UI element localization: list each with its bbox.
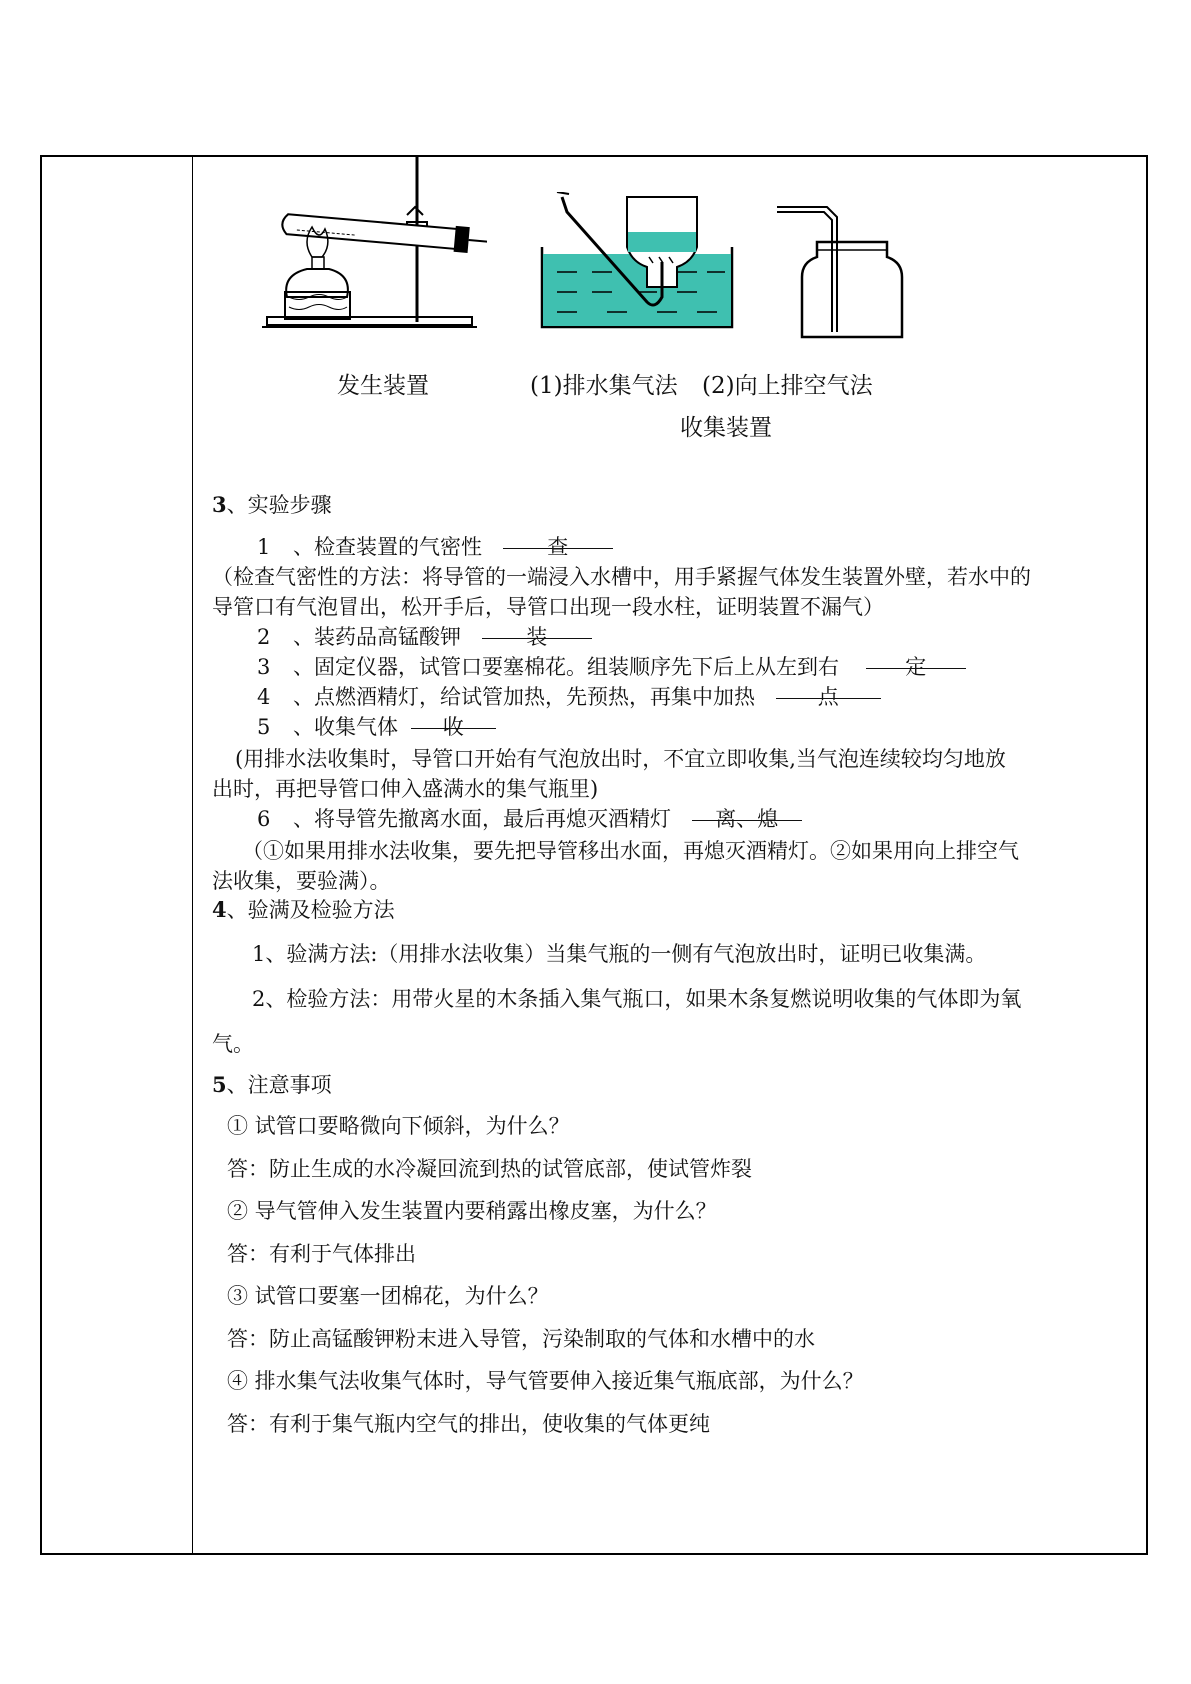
question-2: ② 导气管伸入发生装置内要稍露出橡皮塞，为什么？ bbox=[227, 1199, 717, 1223]
step-number: 3 bbox=[257, 655, 271, 679]
step-4 bbox=[257, 685, 881, 710]
step-number: 4 bbox=[257, 685, 271, 709]
step-text: 、装药品高锰酸钾 bbox=[293, 625, 461, 649]
step-text: 、将导管先撤离水面，最后再熄灭酒精灯 bbox=[293, 807, 671, 831]
step-keyword: 离、熄 bbox=[692, 807, 802, 832]
answer-3: 答：防止高锰酸钾粉末进入导管，污染制取的气体和水槽中的水 bbox=[227, 1327, 815, 1351]
water-collection-label: (1)排水集气法 bbox=[530, 373, 678, 399]
content-table bbox=[40, 155, 1148, 1555]
step-keyword: 定 bbox=[866, 655, 966, 680]
water-displacement-figure bbox=[537, 192, 737, 337]
test-method: 2、检验方法：用带火星的木条插入集气瓶口，如果木条复燃说明收集的气体即为氧 bbox=[252, 987, 1022, 1011]
step-number: 5 bbox=[257, 715, 271, 739]
section3-title: 、实验步骤 bbox=[226, 493, 332, 517]
answer-1: 答：防止生成的水冷凝回流到热的试管底部，使试管炸裂 bbox=[227, 1157, 752, 1181]
section5-number: 5 bbox=[212, 1072, 227, 1097]
step-text: 、检查装置的气密性 bbox=[293, 535, 482, 559]
air-collection-label: (2)向上排空气法 bbox=[702, 373, 873, 399]
section3-heading bbox=[212, 492, 332, 518]
step-3 bbox=[257, 655, 966, 680]
content-cell bbox=[202, 157, 1146, 1553]
step-text: 、收集气体 bbox=[293, 715, 398, 739]
step-note: 出时，再把导管口伸入盛满水的集气瓶里) bbox=[212, 777, 599, 801]
step-number: 6 bbox=[257, 807, 271, 831]
step-note: 法收集，要验满）。 bbox=[212, 869, 391, 893]
question-1: ① 试管口要略微向下倾斜，为什么？ bbox=[227, 1114, 570, 1138]
step-note: （检查气密性的方法：将导管的一端浸入水槽中，用手紧握气体发生装置外壁，若水中的 bbox=[212, 565, 1031, 589]
step-2 bbox=[257, 625, 592, 650]
collection-group-label: 收集装置 bbox=[680, 415, 772, 441]
section5-title: 、注意事项 bbox=[226, 1073, 332, 1097]
step-keyword: 收 bbox=[411, 715, 496, 740]
step-5 bbox=[257, 715, 496, 740]
generator-apparatus-figure bbox=[257, 157, 487, 332]
section4-number: 4 bbox=[212, 897, 227, 922]
step-1 bbox=[257, 535, 613, 560]
question-4: ④ 排水集气法收集气体时，导气管要伸入接近集气瓶底部，为什么？ bbox=[227, 1369, 864, 1393]
section5-heading bbox=[212, 1072, 332, 1098]
step-text: 、固定仪器，试管口要塞棉花。组装顺序先下后上从左到右 bbox=[293, 655, 839, 679]
section4-title: 、验满及检验方法 bbox=[226, 898, 395, 922]
section4-heading bbox=[212, 897, 395, 923]
step-6 bbox=[257, 807, 802, 832]
answer-4: 答：有利于集气瓶内空气的排出，使收集的气体更纯 bbox=[227, 1412, 710, 1436]
question-3: ③ 试管口要塞一团棉花，为什么？ bbox=[227, 1284, 549, 1308]
generator-label: 发生装置 bbox=[337, 373, 429, 399]
step-number: 1 bbox=[257, 535, 271, 559]
step-note: （①如果用排水法收集，要先把导管移出水面，再熄灭酒精灯。②如果用向上排空气 bbox=[242, 839, 1019, 863]
answer-2: 答：有利于气体排出 bbox=[227, 1242, 416, 1266]
step-note: 导管口有气泡冒出，松开手后，导管口出现一段水柱，证明装置不漏气） bbox=[212, 595, 884, 619]
step-text: 、点燃酒精灯，给试管加热，先预热，再集中加热 bbox=[293, 685, 755, 709]
step-note: (用排水法收集时，导管口开始有气泡放出时，不宜立即收集,当气泡连续较均匀地放 bbox=[235, 747, 1006, 771]
step-keyword: 装 bbox=[482, 625, 592, 650]
step-keyword: 点 bbox=[776, 685, 881, 710]
section3-number: 3 bbox=[212, 492, 227, 517]
test-method-cont: 气。 bbox=[212, 1032, 254, 1056]
step-number: 2 bbox=[257, 625, 271, 649]
full-check-method: 1、验满方法:（用排水法收集）当集气瓶的一侧有气泡放出时，证明已收集满。 bbox=[252, 942, 987, 966]
step-keyword: 查 bbox=[503, 535, 613, 560]
column-divider bbox=[192, 157, 193, 1553]
air-displacement-figure bbox=[777, 202, 907, 342]
